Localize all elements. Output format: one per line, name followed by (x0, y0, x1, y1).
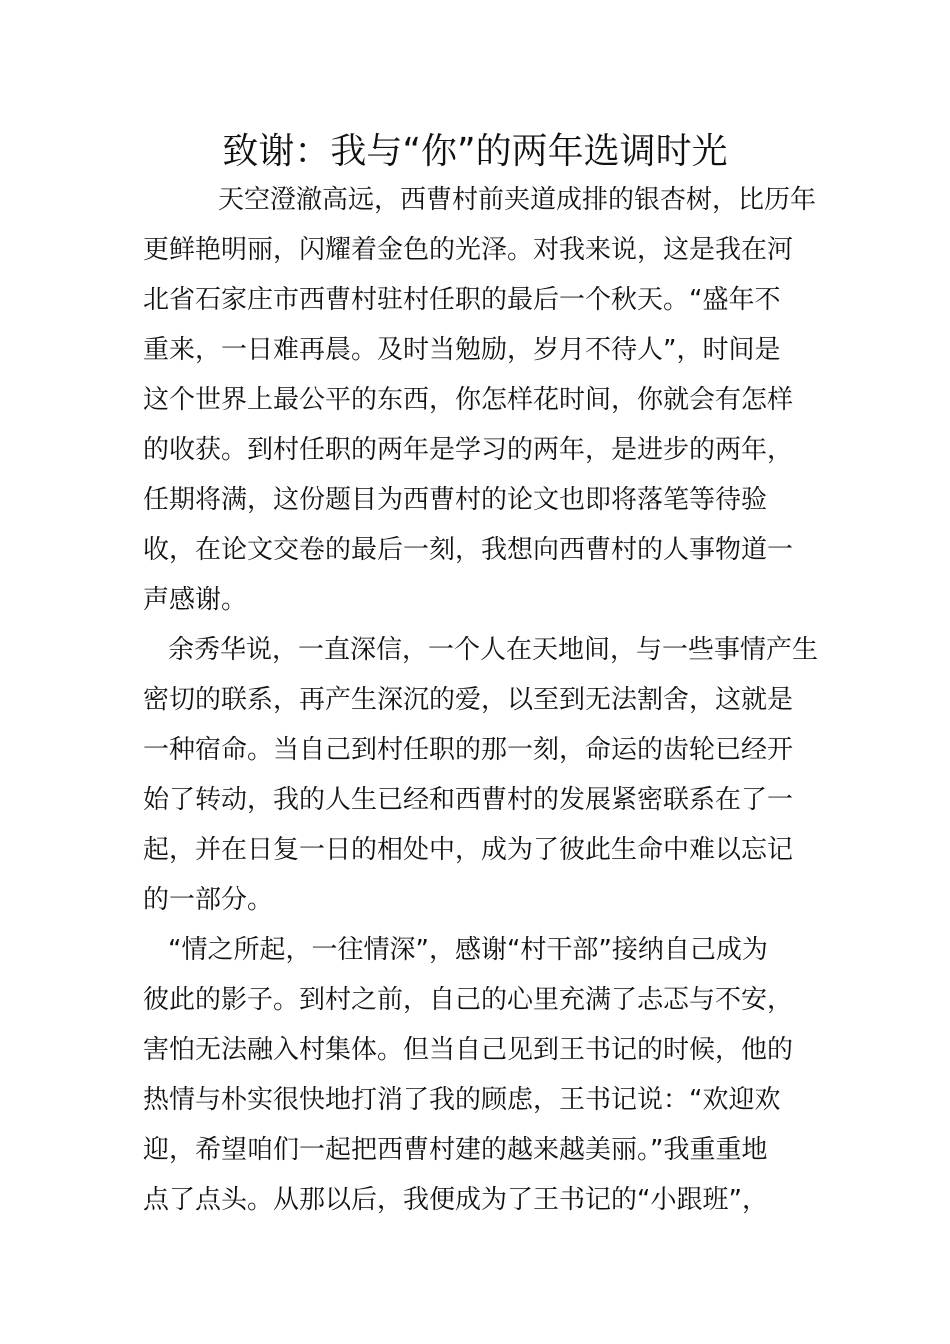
paragraph-line: 热情与朴实很快地打消了我的顾虑，王书记说：“欢迎欢 (143, 1085, 781, 1115)
paragraph-line: 一种宿命。当自己到村任职的那一刻，命运的齿轮已经开 (143, 735, 794, 765)
paragraph-line: 点了点头。从那以后，我便成为了王书记的“小跟班”， (143, 1185, 768, 1215)
paragraph-line: 彼此的影子。到村之前，自己的心里充满了忐忑与不安， (143, 985, 794, 1015)
paragraph-line: 始了转动，我的人生已经和西曹村的发展紧密联系在了一 (143, 785, 794, 815)
paragraph-line: 天空澄澈高远，西曹村前夹道成排的银杏树，比历年 (218, 185, 817, 215)
paragraph-line: 迎，希望咱们一起把西曹村建的越来越美丽。”我重重地 (143, 1135, 768, 1165)
paragraph-line: 重来，一日难再晨。及时当勉励，岁月不待人”，时间是 (143, 335, 781, 365)
paragraph-line: 起，并在日复一日的相处中，成为了彼此生命中难以忘记 (143, 835, 794, 865)
document-title: 致谢：我与“你”的两年选调时光 (222, 131, 728, 172)
paragraph-line: 这个世界上最公平的东西，你怎样花时间，你就会有怎样 (143, 385, 794, 415)
paragraph-line: 余秀华说，一直深信，一个人在天地间，与一些事情产生 (168, 635, 819, 665)
paragraph-line: 害怕无法融入村集体。但当自己见到王书记的时候，他的 (143, 1035, 794, 1065)
paragraph-line: 的一部分。 (143, 885, 274, 915)
paragraph-line: “情之所起，一往情深”，感谢“村干部”接纳自己成为 (168, 935, 768, 965)
paragraph-line: 更鲜艳明丽，闪耀着金色的光泽。对我来说，这是我在河 (143, 235, 794, 265)
paragraph-line: 北省石家庄市西曹村驻村任职的最后一个秋天。“盛年不 (143, 285, 781, 315)
paragraph-line: 声感谢。 (143, 585, 248, 615)
paragraph-line: 密切的联系，再产生深沉的爱，以至到无法割舍，这就是 (143, 685, 794, 715)
paragraph-line: 任期将满，这份题目为西曹村的论文也即将落笔等待验 (143, 485, 768, 515)
paragraph-line: 的收获。到村任职的两年是学习的两年，是进步的两年， (143, 435, 794, 465)
paragraph-line: 收，在论文交卷的最后一刻，我想向西曹村的人事物道一 (143, 535, 794, 565)
